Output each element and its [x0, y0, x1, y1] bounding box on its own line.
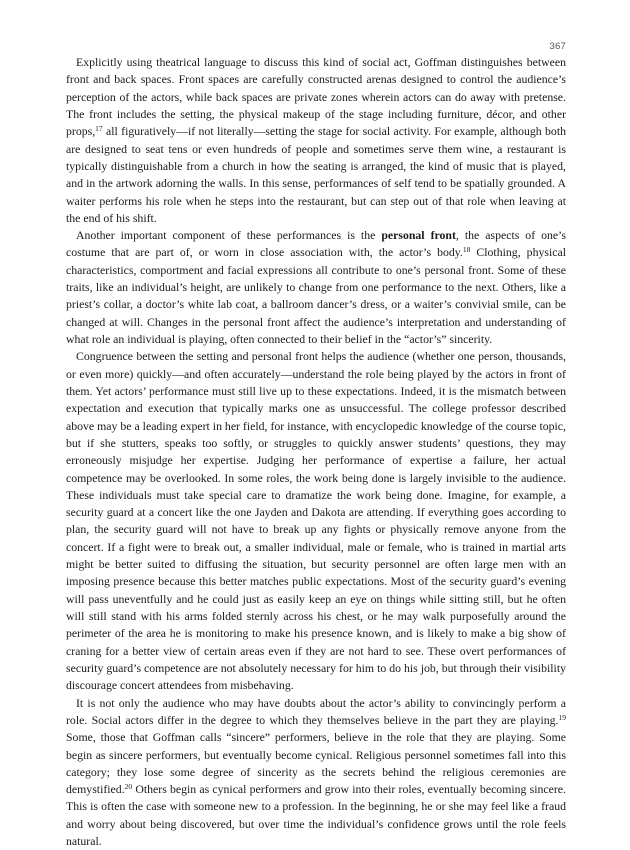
paragraph-text: Explicitly using theatrical language to discuss this kind of social act, Goffman distinguishes between front and back spaces. Front spaces are carefully constructed arenas designed to control the audience’s perception of the actors, while back spaces are private zones wherein actors can do away with pretense. The front includes the setting, the physical makeup of the stage including furniture, décor, and other props,	[66, 55, 566, 139]
footnote-ref-20[interactable]: 20	[124, 782, 133, 792]
paragraph-text: It is not only the audience who may have doubts about the actor’s ability to convincingly perform a role. Social actors differ in the degree to which they themselves believe in the part they are playing.	[66, 695, 566, 727]
paragraph-personal-front	[66, 227, 566, 348]
paragraph-text: Another important component of these performances is the	[76, 228, 382, 243]
paragraph-text: all figuratively—if not literally—setting the stage for social activity. For example, although both are designed to seat tens or even hundreds of people and sometimes serve them wine, a restaurant is typically distinguishable from a church in how the seating is arranged, the kind of music that is played, and in the artwork adorning the walls. In this sense, performances of self tend to be spatially grounded. A waiter performs his role when he steps into the restaurant, but can step out of that role when leaving at the end of his shift.	[66, 124, 566, 225]
footnote-ref-17[interactable]: 17	[95, 124, 103, 134]
page-number: 367	[549, 41, 566, 52]
paragraph-congruence	[66, 348, 566, 694]
paragraph-text: Congruence between the setting and personal front helps the audience (whether one person, thousands, or even more) quickly—and often accurately—understand the role being played by the actors in front of them. Yet actors’ performance must still live up to these expectations. Indeed, it is the mismatch between expectation and execution that typically marks one as unsuccessful. The college professor described above may be a leading expert in her field, for instance, with encyclopedic knowledge of the course topic, but if she stutters, speaks too softly, or struggles to quickly answer students’ questions, they may erroneously misjudge her expertise. Judging her performance of expertise a failure, her actual competence may be overlooked. In some roles, the work being done is largely invisible to the audience. These individuals must take special care to dramatize the work being done. Imagine, for example, a security guard at a concert like the one Jayden and Dakota are attending. If everything goes according to plan, the security guard will not have to break up any fights or physically remove anyone from the concert. If a fight were to break out, a smaller individual, male or female, who is trained in martial arts might be better suited to diffusing the situation, but security personnel are often large men with an imposing presence because this better matches public expectations. Most of the security guard’s evening will pass uneventfully and he could just as easily keep an eye on things while sitting still, but he often will still stand with his arms folded sternly across his chest, or he may walk purposefully around the perimeter of the area he is monitoring to make his presence known, and is likely to make a big show of craning for a better view of certain areas even if they are not hard to see. These overt performances of security guard’s competence are not absolutely necessary for him to do his job, but through their visibility discourage concert attendees from misbehaving.	[66, 349, 566, 693]
paragraph-text: , the aspects of one’s costume that are part of, or worn in close association with, the actor’s body.	[66, 228, 566, 260]
paragraph-text: Others begin as cynical performers and grow into their roles, eventually becoming sincere. This is often the case with someone new to a profession. In the beginning, he or she may feel like a fraud and worry about being discovered, but over time the individual’s confidence grows until the role feels natural.	[66, 782, 566, 849]
body-text	[66, 54, 566, 850]
paragraph-text: Some, those that Goffman calls “sincere” performers, believe in the role that they are playing. Some begin as sincere performers, but eventually become cynical. Religious personnel sometimes fall into this category; they lose some degree of sincerity as the secrets behind the religious ceremonies are demystified.	[66, 730, 566, 797]
paragraph-front-back-spaces	[66, 54, 566, 227]
term-personal-front: personal front	[381, 228, 456, 243]
paragraph-sincerity	[66, 695, 566, 850]
footnote-ref-19[interactable]: 19	[558, 712, 566, 722]
paragraph-text: Clothing, physical characteristics, comportment and facial expressions all contribute to one’s personal front. Some of these traits, like an individual’s height, are unlikely to change from one performance to the next. Others, like a priest’s collar, a doctor’s white lab coat, a ballroom dancer’s dress, or a waiter’s convivial smile, can be changed at will. Changes in the personal front affect the audience’s interpretation and understanding of what role an individual is playing, often connected to their belief in the “actor’s” sincerity.	[66, 245, 566, 346]
footnote-ref-18[interactable]: 18	[462, 245, 471, 255]
